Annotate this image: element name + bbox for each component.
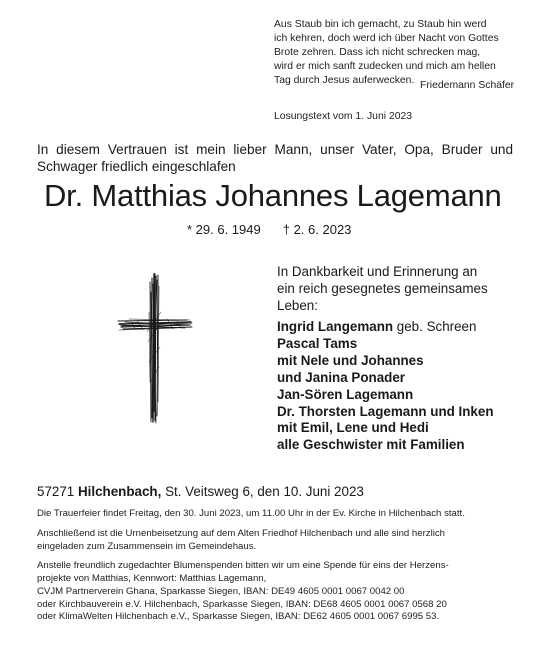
bible-verse-poem: [274, 18, 530, 88]
birth-date: * 29. 6. 1949: [187, 222, 261, 237]
mourner-entry: Dr. Thorsten Lagemann und Inken: [277, 403, 494, 419]
mourner-entry: mit Emil, Lene und Hedi: [277, 420, 429, 436]
mourner-entry: Jan-Sören Lagemann: [277, 386, 414, 402]
intro-text: [37, 141, 513, 175]
burial-line: Anschließend ist die Urnenbeisetzung auf dem Alten Friedhof Hilchenbach und alle sind herzlich: [37, 528, 445, 539]
gratitude-line: ein reich gesegnetes gemeinsames: [277, 280, 488, 296]
intro-line: In diesem Vertrauen ist mein lieber Mann, unser Vater, Opa, Bruder und: [37, 142, 513, 157]
funeral-info: [37, 508, 515, 521]
bank-details: [37, 586, 515, 624]
mourner-name: Ingrid Langemann: [277, 319, 394, 334]
poem-line: Aus Staub bin ich gemacht, zu Staub hin werd: [274, 19, 487, 30]
mourner-entry: [277, 319, 494, 336]
bank-line: oder KlimaWelten Hilchenbach e.V., Sparkasse Siegen, IBAN: DE62 4605 0001 0067 6995 53.: [37, 611, 440, 623]
death-date: † 2. 6. 2023: [282, 222, 352, 237]
gratitude-line: Leben:: [277, 297, 318, 313]
donation-line: projekte von Matthias, Kennwort: Matthias Lagemann,: [37, 572, 267, 584]
mourner-entry: Pascal Tams: [277, 335, 358, 351]
intro-line: Schwager friedlich eingeschlafen: [37, 159, 236, 174]
donation-info: [37, 560, 515, 585]
bank-line: oder Kirchbauverein e.V. Hilchenbach, Sparkasse Siegen, IBAN: DE68 4605 0001 0067 0568 20: [37, 598, 447, 610]
donation-line: Anstelle freundlich zugedachter Blumenspenden bitten wir um eine Spende für eins der Herzens-: [37, 560, 449, 571]
burial-info: [37, 528, 515, 553]
cross-icon: [117, 272, 193, 424]
poem-author: Friedemann Schäfer: [420, 80, 515, 91]
postal-code: 57271: [37, 484, 75, 499]
life-dates: [187, 222, 351, 237]
mourner-entry: und Janina Ponader: [277, 369, 405, 385]
mourner-entry: alle Geschwister mit Familien: [277, 437, 465, 453]
gratitude-line: In Dankbarkeit und Erinnerung an: [277, 264, 478, 279]
poem-line: wird er mich sanft zudecken und mich am hellen: [274, 61, 496, 72]
street-address: St. Veitsweg 6, den: [165, 484, 280, 499]
gratitude-text: [277, 264, 488, 314]
mourners-list: [277, 319, 494, 454]
burial-line: eingeladen zum Zusammensein im Gemeindehaus.: [37, 540, 257, 552]
bank-line: CVJM Partnerverein Ghana, Sparkasse Siegen, IBAN: DE49 4605 0001 0067 0042 00: [37, 586, 405, 597]
notice-date: 10. Juni 2023: [283, 484, 364, 499]
deceased-name: Dr. Matthias Johannes Lagemann: [44, 178, 502, 213]
poem-line: Brote zehren. Dass ich nicht schrecken mag,: [274, 47, 481, 58]
mourner-entry: mit Nele und Johannes: [277, 352, 424, 368]
funeral-line: Die Trauerfeier findet Freitag, den 30. Juni 2023, um 11.00 Uhr in der Ev. Kirche in Hilchenbach statt.: [37, 508, 465, 519]
poem-line: ich kehren, doch werd ich über Nacht von Gottes: [274, 33, 499, 44]
poem-line: Tag durch Jesus auferwecken.: [274, 75, 415, 86]
place-and-date: [37, 484, 364, 499]
mourner-birth-name: geb. Schreen: [393, 319, 477, 334]
losung-reference: Losungstext vom 1. Juni 2023: [274, 111, 413, 122]
city-name: Hilchenbach,: [77, 484, 162, 499]
